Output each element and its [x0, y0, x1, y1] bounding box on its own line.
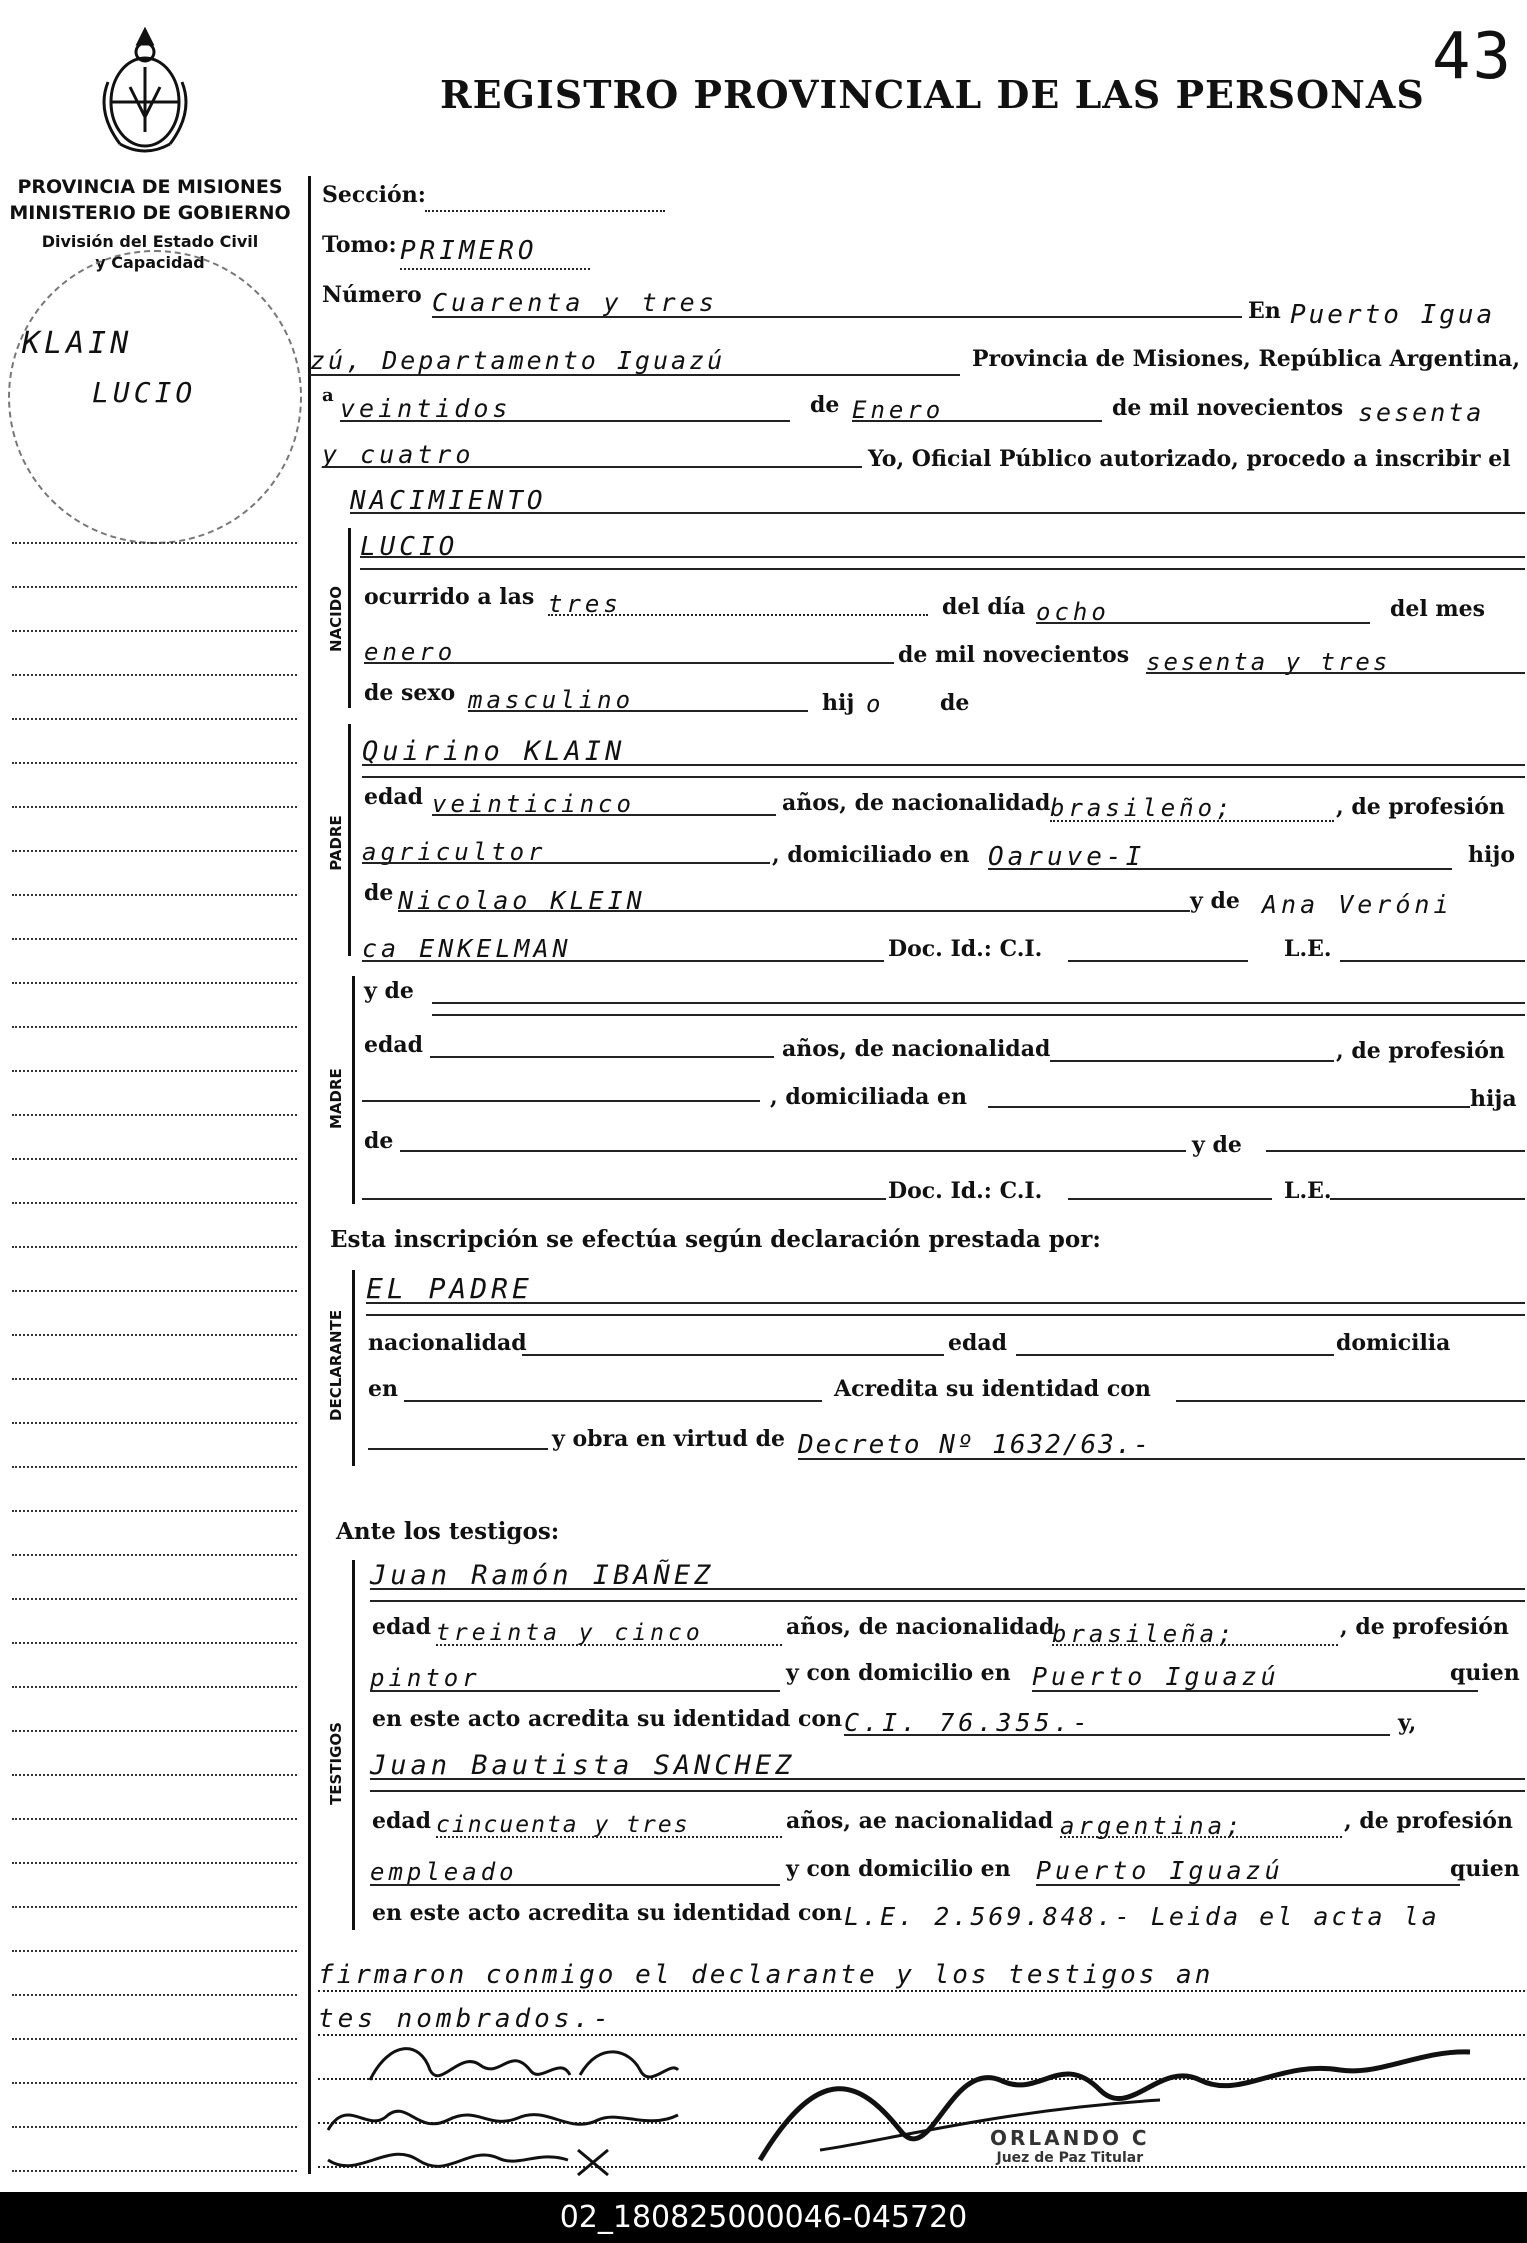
testigo2-prof-label: , de profesión [1344, 1808, 1513, 1834]
padre-prof-label: , de profesión [1336, 794, 1505, 820]
testigo1-y-label: y, [1398, 1710, 1417, 1736]
sidebar-given-name: LUCIO [92, 376, 197, 409]
testigos-bracket [352, 1560, 355, 1930]
padre-name-field [362, 764, 1525, 766]
testigo2-nat-label: años, ae nacionalidad [786, 1808, 1054, 1834]
ledger-line [12, 1244, 297, 1248]
ledger-line [12, 1508, 297, 1512]
testigo1-quien-label: quien [1450, 1660, 1520, 1686]
madre-section-label: MADRE [327, 1068, 345, 1129]
testigo1-prof-field [370, 1690, 780, 1692]
padre-dom-field [988, 868, 1452, 870]
testigos-intro: Ante los testigos: [336, 1518, 560, 1545]
ledger-line [12, 1288, 297, 1292]
numero-field [432, 316, 1242, 318]
nacido-name: LUCIO [360, 532, 459, 562]
testigo1-id-value: C.I. 76.355.- [844, 1708, 1092, 1737]
madre-yde2-label: y de [1192, 1132, 1242, 1158]
padre-mother-value-2: ca ENKELMAN [362, 934, 572, 963]
ledger-line [12, 1948, 297, 1952]
nacido-name-field [360, 556, 1525, 558]
nacido-section-label: NACIDO [327, 586, 345, 652]
nacido-bracket [348, 528, 351, 708]
closing-line-1: firmaron conmigo el declarante y los testigos an [318, 1960, 1214, 1990]
sidebar-division: División del Estado Civil [41, 232, 259, 251]
sex-field [468, 710, 808, 712]
declarante-name-field-2 [366, 1314, 1525, 1316]
testigo1-dom-field [1032, 1690, 1478, 1692]
nacido-day-value: ocho [1036, 598, 1110, 626]
ledger-line [12, 1024, 297, 1028]
padre-doc-label: Doc. Id.: C.I. [888, 936, 1043, 962]
declarante-name: EL PADRE [366, 1272, 533, 1305]
declarante-obra-label: y obra en virtud de [552, 1426, 785, 1452]
nacido-year-field [1146, 672, 1525, 674]
testigo1-age-field [436, 1644, 782, 1646]
year-value-1: sesenta [1358, 398, 1485, 427]
testigo1-prof-label: , de profesión [1340, 1614, 1509, 1640]
declarante-section-label: DECLARANTE [327, 1309, 345, 1421]
testigo2-name-field [370, 1778, 1525, 1780]
madre-father-field [400, 1150, 1186, 1152]
padre-prof-field [362, 862, 770, 864]
madre-name-field [432, 1002, 1525, 1004]
ledger-line [12, 1596, 297, 1600]
padre-yde-label: y de [1190, 888, 1240, 914]
nacido-month-value: enero [364, 638, 457, 666]
testigo1-id-field [844, 1734, 1390, 1736]
ledger-line [12, 2080, 297, 2084]
hijo-value: o [866, 690, 885, 718]
ledger-line [12, 2036, 297, 2040]
padre-age-field [432, 814, 776, 816]
padre-prof-value: agricultor [362, 838, 547, 866]
testigo1-name-field-2 [370, 1600, 1525, 1602]
declarante-en-field [404, 1400, 822, 1402]
testigo2-dom-label: y con domicilio en [786, 1856, 1011, 1882]
month-field [852, 420, 1102, 422]
padre-nat-label: años, de nacionalidad [782, 790, 1051, 816]
nacido-month-label: del mes [1390, 596, 1486, 622]
madre-nat-label: años, de nacionalidad [782, 1036, 1051, 1062]
tomo-label: Tomo: [322, 232, 397, 258]
padre-de-label: de [364, 880, 394, 906]
ledger-line [12, 892, 297, 896]
testigo1-age-value: treinta y cinco [436, 1620, 704, 1646]
testigo2-nat-field [1060, 1836, 1342, 1838]
ledger-line [12, 1816, 297, 1820]
padre-bracket [348, 724, 351, 956]
closing-field-1 [318, 1990, 1525, 1992]
madre-mother-field [1266, 1150, 1525, 1152]
padre-section-label: PADRE [327, 815, 345, 871]
padre-nat-field [1050, 820, 1334, 822]
main-left-border [308, 176, 311, 2174]
padre-age-label: edad [364, 784, 424, 810]
padre-nat-value: brasileño; [1050, 794, 1235, 822]
padre-mother-value-1: Ana Veróni [1262, 890, 1453, 919]
ledger-line [12, 1728, 297, 1732]
madre-age-label: edad [364, 1032, 424, 1058]
ledger-line [12, 760, 297, 764]
hijo-de-label: de [940, 690, 970, 716]
sex-label: de sexo [364, 680, 456, 706]
declarante-obra-value: Decreto Nº 1632/63.- [798, 1430, 1152, 1460]
declarante-name-field [366, 1302, 1525, 1304]
padre-mother-field-2 [362, 960, 884, 962]
ledger-line [12, 936, 297, 940]
madre-prof-field [362, 1100, 760, 1102]
nacido-day-label: del día [942, 594, 1026, 620]
ledger-line [12, 584, 297, 588]
testigo2-prof-field [370, 1884, 780, 1886]
madre-bracket [352, 976, 355, 1204]
ledger-line [12, 2124, 297, 2128]
declarante-bracket [352, 1270, 355, 1466]
ledger-line [12, 716, 297, 720]
testigo2-age-label: edad [372, 1808, 432, 1834]
testigo2-name-field-2 [370, 1790, 1525, 1792]
testigo1-age-label: edad [372, 1614, 432, 1640]
testigo1-name: Juan Ramón IBAÑEZ [370, 1560, 715, 1591]
declarante-intro: Esta inscripción se efectúa según declaración prestada por: [330, 1226, 1101, 1253]
stamp-line-1: ORLANDO C [990, 2126, 1150, 2150]
sidebar-seal [8, 250, 302, 544]
padre-name: Quirino KLAIN [362, 736, 626, 767]
place-value-2: zú, Departamento Iguazú [310, 346, 726, 375]
testigo2-id-value: L.E. 2.569.848.- Leida el acta la [844, 1902, 1440, 1931]
declarante-nat-label: nacionalidad [368, 1330, 527, 1356]
madre-yde-label: y de [364, 978, 414, 1004]
testigo2-nat-value: argentina; [1060, 1812, 1245, 1840]
tomo-value: PRIMERO [400, 236, 538, 266]
a-label: a [322, 385, 334, 406]
madre-hija-label: hija [1470, 1086, 1517, 1112]
madre-dom-label: , domiciliada en [770, 1084, 968, 1110]
testigo1-nat-label: años, de nacionalidad [786, 1614, 1055, 1640]
ledger-line [12, 1200, 297, 1204]
de-label: de [810, 392, 840, 418]
padre-hijo-label: hijo [1468, 842, 1515, 868]
declarante-acredita-field [1176, 1400, 1525, 1402]
province-text: Provincia de Misiones, República Argentina, [972, 346, 1521, 372]
testigo2-dom-value: Puerto Iguazú [1036, 1856, 1284, 1885]
year-value-2: y cuatro [322, 440, 475, 469]
sidebar-ministry: MINISTERIO DE GOBIERNO [9, 202, 291, 224]
padre-name-field-2 [362, 776, 1525, 778]
sidebar-province: PROVINCIA DE MISIONES [17, 176, 283, 198]
madre-dom-field [988, 1106, 1470, 1108]
padre-le-label: L.E. [1284, 936, 1332, 962]
ledger-line [12, 1376, 297, 1380]
ledger-line [12, 1860, 297, 1864]
closing-line-2: tes nombrados.- [318, 2004, 613, 2034]
signature-third-witness [318, 2130, 648, 2186]
en-label: En [1248, 298, 1281, 324]
hour-value: tres [548, 590, 622, 618]
ledger-line [12, 1772, 297, 1776]
padre-doc-field [1068, 960, 1248, 962]
madre-nat-field [1050, 1060, 1334, 1062]
ledger-line [12, 540, 297, 544]
testigo1-name-field [370, 1588, 1525, 1590]
madre-doc-label: Doc. Id.: C.I. [888, 1178, 1043, 1204]
madre-le-label: L.E. [1284, 1178, 1332, 1204]
madre-prof-label: , de profesión [1336, 1038, 1505, 1064]
sidebar-surname: KLAIN [22, 326, 133, 361]
nacido-name-field-2 [360, 568, 1525, 570]
tomo-field [400, 268, 590, 270]
testigo2-dom-field [1036, 1884, 1460, 1886]
nacido-month-field [364, 662, 894, 664]
declarante-obra-field [798, 1458, 1525, 1460]
numero-value: Cuarenta y tres [432, 288, 718, 317]
ledger-line [12, 848, 297, 852]
madre-age-field [430, 1056, 774, 1058]
ledger-line [12, 1640, 297, 1644]
ledger-line [12, 1552, 297, 1556]
numero-label: Número [322, 282, 422, 308]
ledger-line [12, 1464, 297, 1468]
padre-father-value: Nicolao KLEIN [398, 886, 646, 915]
ledger-line [12, 628, 297, 632]
page-title: REGISTRO PROVINCIAL DE LAS PERSONAS [440, 72, 1425, 117]
madre-mother-field-2 [362, 1198, 886, 1200]
nacido-day-field [1036, 622, 1370, 624]
ledger-line [12, 672, 297, 676]
declarante-acredita-label: Acredita su identidad con [834, 1376, 1151, 1402]
testigo1-nat-value: brasileña; [1052, 1620, 1237, 1648]
sex-value: masculino [468, 686, 635, 714]
year-label: de mil novecientos [1112, 395, 1344, 421]
stamp-line-2: Juez de Paz Titular [996, 2150, 1144, 2166]
declarante-age-field [1016, 1354, 1334, 1356]
madre-doc-field [1068, 1198, 1272, 1200]
ledger-line [12, 1684, 297, 1688]
padre-dom-label: , domiciliado en [772, 842, 970, 868]
testigos-section-label: TESTIGOS [327, 1722, 345, 1805]
page-number: 43 [1432, 20, 1514, 94]
testigo1-prof-value: pintor [370, 1664, 481, 1692]
testigo1-acredita-label: en este acto acredita su identidad con [372, 1706, 843, 1732]
madre-de-label: de [364, 1128, 394, 1154]
testigo1-nat-field [1052, 1644, 1338, 1646]
ledger-line [12, 1332, 297, 1336]
ledger-line [12, 980, 297, 984]
declarante-obra-pre-field [368, 1448, 548, 1450]
ledger-line [12, 1156, 297, 1160]
testigo2-prof-value: empleado [370, 1858, 518, 1886]
place-field-2 [310, 374, 960, 376]
testigo2-acredita-label: en este acto acredita su identidad con [372, 1900, 843, 1926]
declarante-age-label: edad [948, 1330, 1008, 1356]
testigo2-age-value: cincuenta y tres [436, 1812, 690, 1838]
day-value: veintidos [340, 394, 512, 423]
hour-label: ocurrido a las [364, 584, 535, 610]
day-field [340, 420, 790, 422]
place-value-1: Puerto Igua [1290, 300, 1496, 330]
nacido-year-label: de mil novecientos [898, 642, 1130, 668]
ledger-line [12, 804, 297, 808]
ledger-line [12, 1420, 297, 1424]
padre-age-value: veinticinco [432, 790, 635, 818]
sidebar-capacity: y Capacidad [95, 253, 205, 272]
seccion-label: Sección: [322, 182, 426, 208]
ledger-line [12, 1112, 297, 1116]
act-type-field [350, 512, 1525, 514]
seccion-field [425, 210, 665, 212]
padre-dom-value: Oaruve-I [988, 842, 1146, 872]
madre-name-field-2 [432, 1014, 1525, 1016]
madre-le-field [1330, 1198, 1525, 1200]
ledger-line [12, 1068, 297, 1072]
year-field-2 [322, 466, 862, 468]
official-stamp [990, 2126, 1150, 2166]
testigo2-quien-label: quien [1450, 1856, 1520, 1882]
file-id: 02_180825000046-045720 [559, 2200, 968, 2235]
act-type: NACIMIENTO [350, 486, 547, 516]
argentina-coat-of-arms-icon [90, 22, 200, 162]
official-text: Yo, Oficial Público autorizado, procedo a inscribir el [868, 446, 1511, 472]
padre-father-field [398, 910, 1190, 912]
declarante-dom-label: domicilia [1336, 1330, 1451, 1356]
testigo1-dom-label: y con domicilio en [786, 1660, 1011, 1686]
testigo2-name: Juan Bautista SANCHEZ [370, 1750, 796, 1781]
ledger-line [12, 2168, 297, 2172]
ledger-line [12, 1904, 297, 1908]
footer-bar [0, 2192, 1527, 2243]
hour-field [548, 614, 928, 616]
month-value: Enero [852, 396, 945, 424]
nacido-year-value: sesenta y tres [1146, 648, 1391, 676]
declarante-en-label: en [368, 1376, 398, 1402]
padre-le-field [1340, 960, 1525, 962]
hijo-label: hij [822, 690, 855, 716]
testigo2-age-field [436, 1836, 782, 1838]
ledger-line [12, 1992, 297, 1996]
declarante-nat-field [522, 1354, 944, 1356]
testigo1-dom-value: Puerto Iguazú [1032, 1662, 1280, 1691]
